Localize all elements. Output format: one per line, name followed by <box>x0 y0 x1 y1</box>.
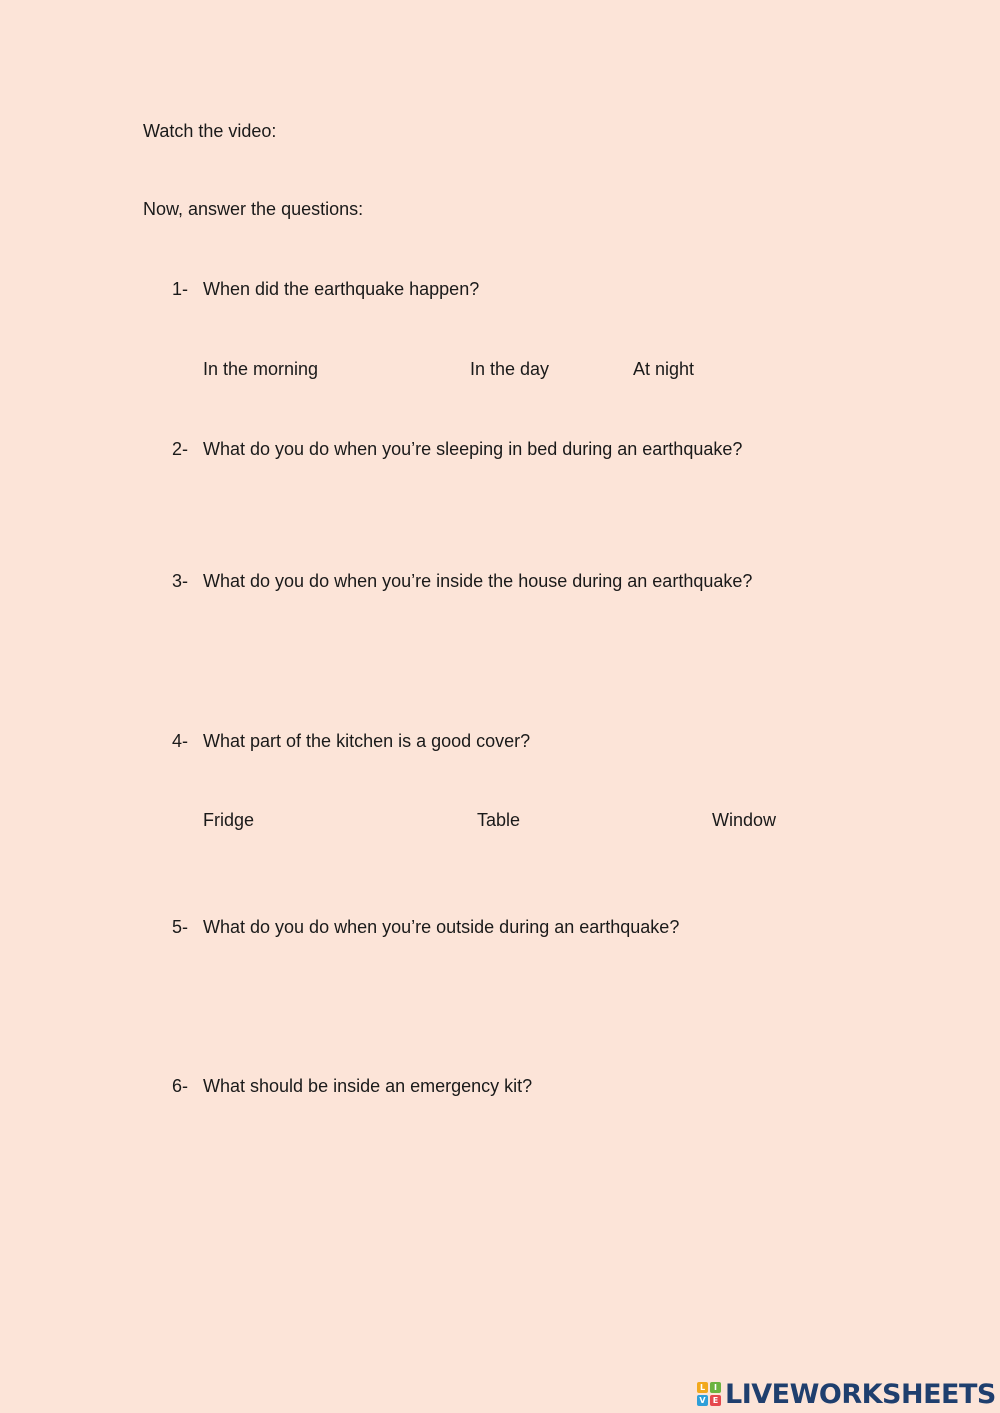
option-table[interactable]: Table <box>477 810 521 830</box>
question-4-text: What part of the kitchen is a good cover? <box>203 731 531 751</box>
liveworksheets-watermark[interactable] <box>697 1378 996 1410</box>
question-5-text: What do you do when you’re outside during an earthquake? <box>203 917 680 937</box>
question-1-number: 1- <box>172 279 189 299</box>
liveworksheets-wordmark: LIVEWORKSHEETS <box>725 1378 996 1410</box>
question-6-number: 6- <box>172 1076 189 1096</box>
option-window[interactable]: Window <box>712 810 777 830</box>
question-2-number: 2- <box>172 439 189 459</box>
question-1-text: When did the earthquake happen? <box>203 279 480 299</box>
option-in-the-morning[interactable]: In the morning <box>203 359 319 379</box>
intro-watch-video: Watch the video: <box>143 121 277 141</box>
question-6-text: What should be inside an emergency kit? <box>203 1076 533 1096</box>
logo-tile-e: E <box>710 1395 721 1406</box>
question-5-number: 5- <box>172 917 189 937</box>
logo-tile-i: I <box>710 1382 721 1393</box>
option-at-night[interactable]: At night <box>633 359 695 379</box>
question-3-number: 3- <box>172 571 189 591</box>
intro-answer-questions: Now, answer the questions: <box>143 199 364 219</box>
question-4-number: 4- <box>172 731 189 751</box>
option-fridge[interactable]: Fridge <box>203 810 255 830</box>
liveworksheets-logo-icon <box>697 1382 721 1406</box>
question-2-text: What do you do when you’re sleeping in bed during an earthquake? <box>203 439 743 459</box>
option-in-the-day[interactable]: In the day <box>470 359 550 379</box>
logo-tile-l: L <box>697 1382 708 1393</box>
question-3-text: What do you do when you’re inside the house during an earthquake? <box>203 571 753 591</box>
logo-tile-v: V <box>697 1395 708 1406</box>
